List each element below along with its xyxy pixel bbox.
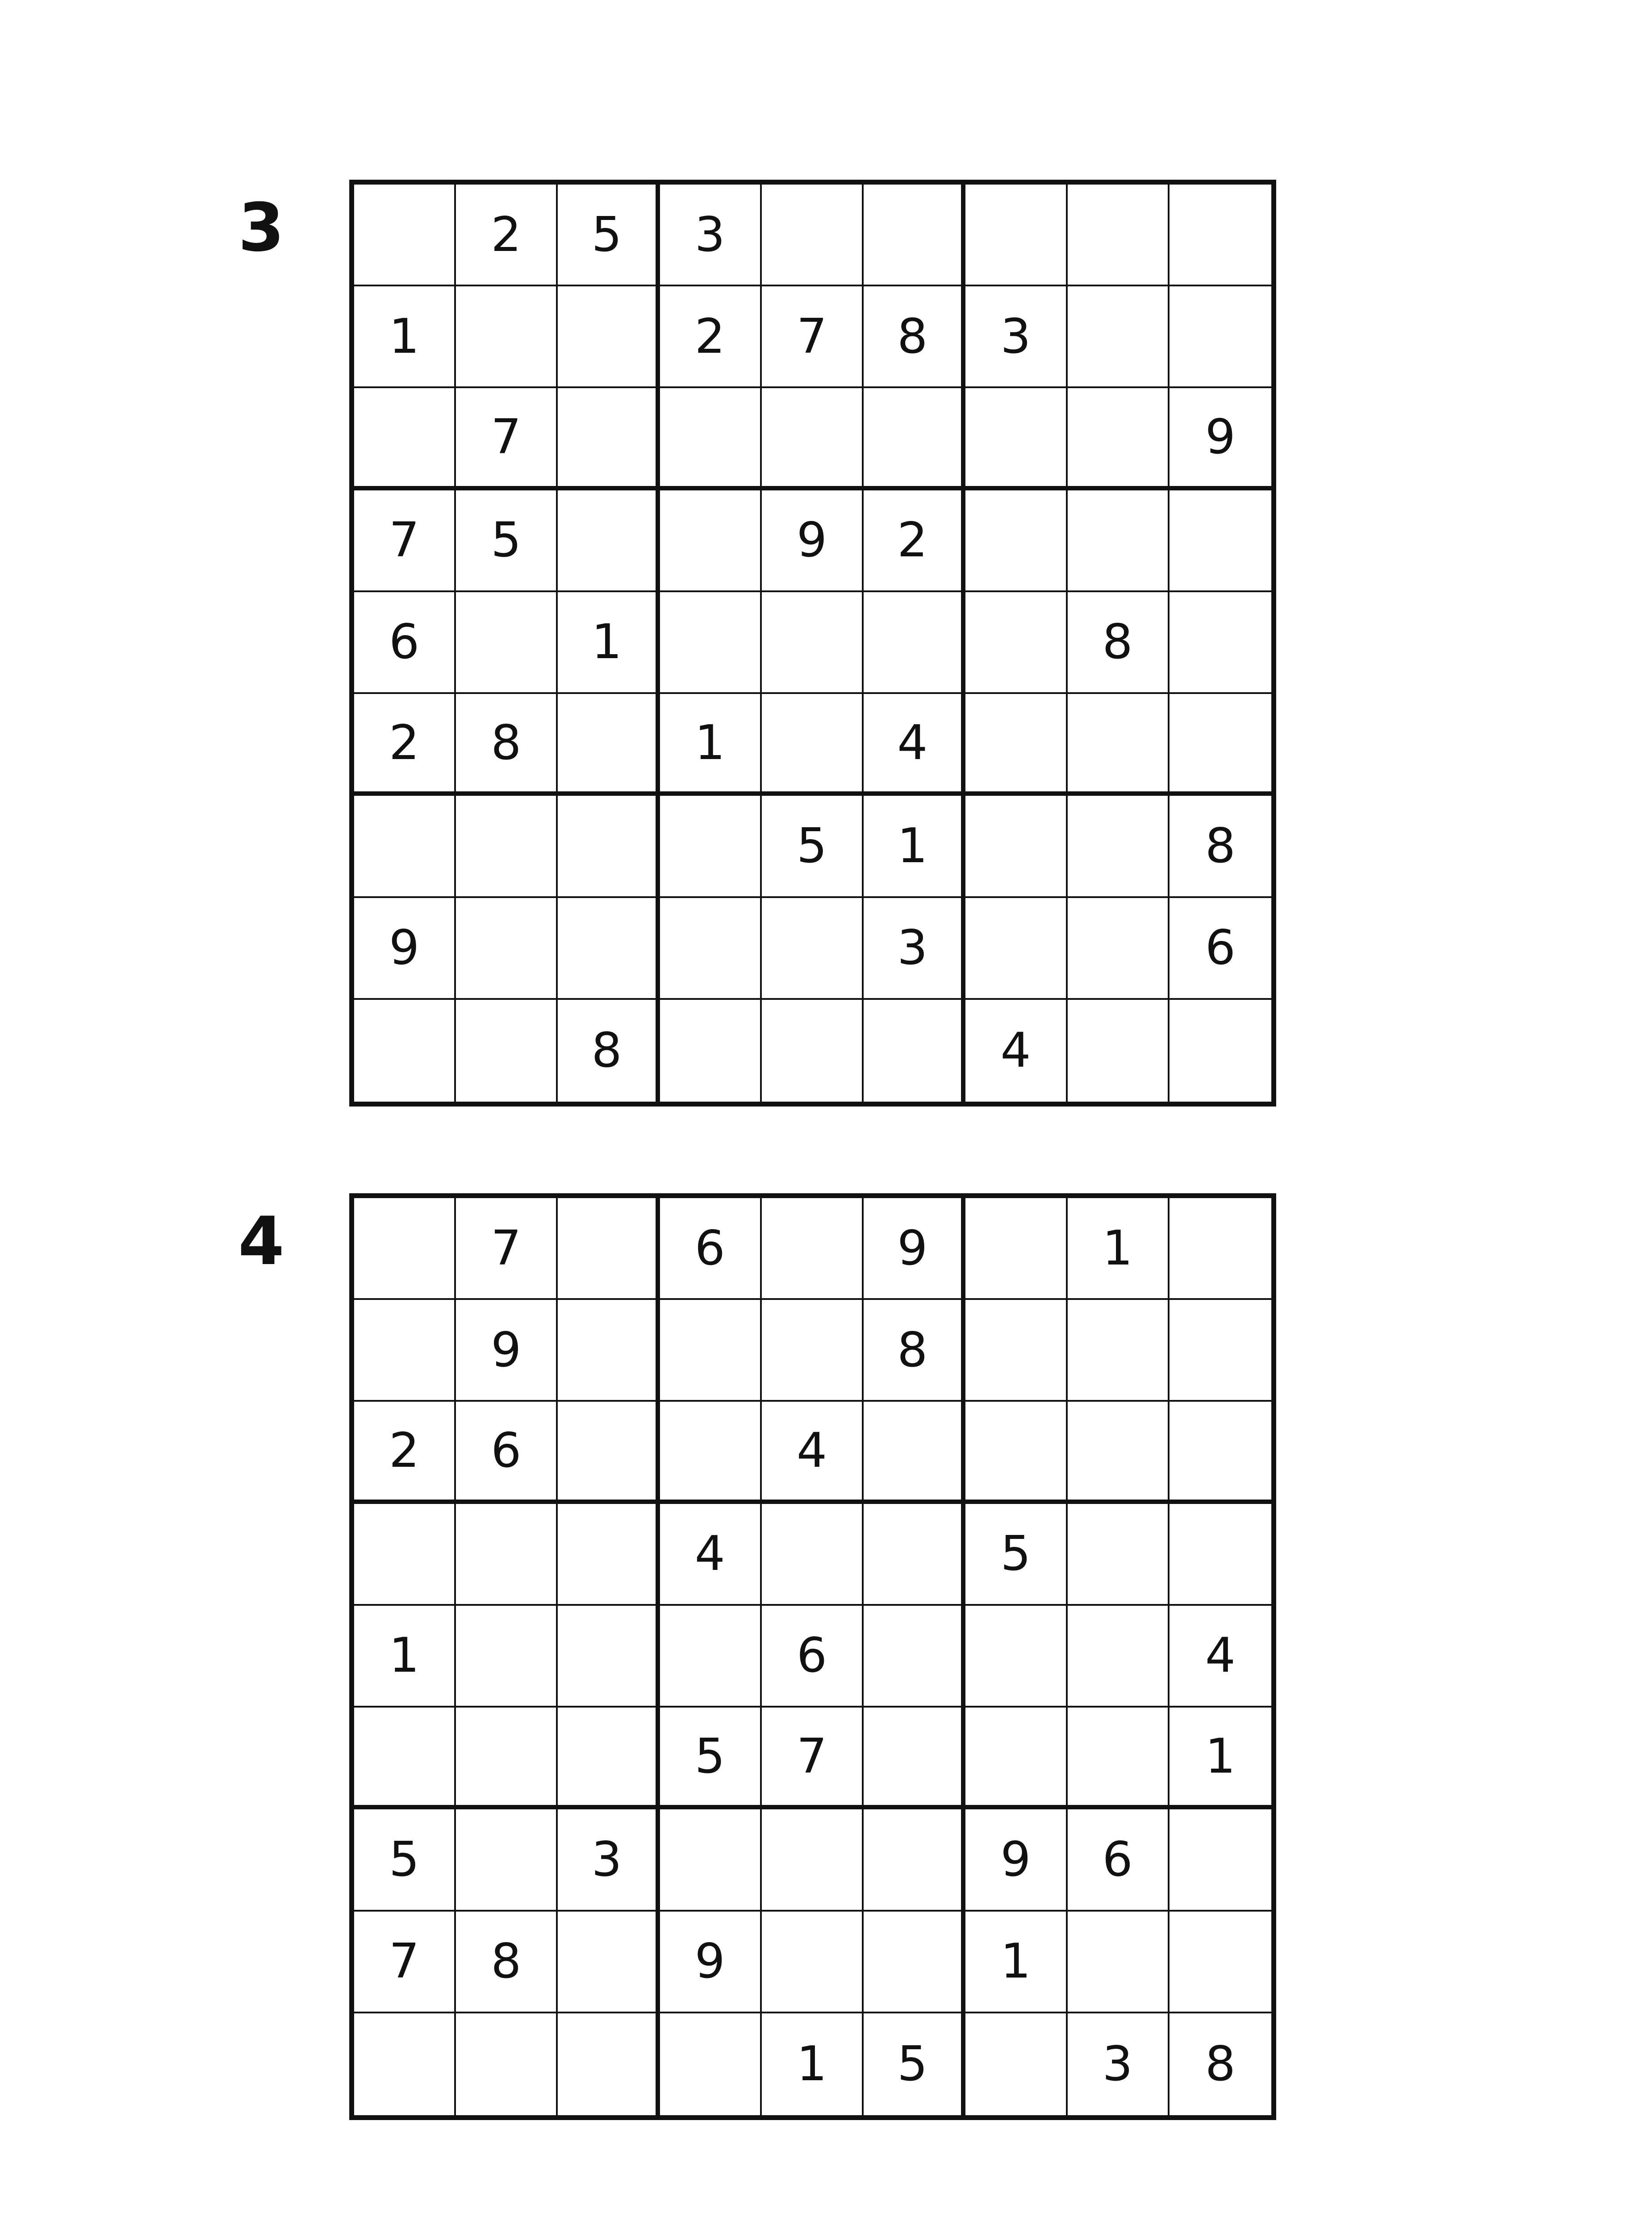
sudoku-cell[interactable] xyxy=(558,898,660,1000)
sudoku-cell[interactable]: 8 xyxy=(1170,796,1271,898)
sudoku-cell[interactable]: 1 xyxy=(660,694,762,796)
sudoku-cell[interactable]: 4 xyxy=(1170,1606,1271,1708)
sudoku-cell[interactable] xyxy=(354,1504,456,1606)
sudoku-cell[interactable] xyxy=(660,388,762,490)
sudoku-cell[interactable]: 7 xyxy=(456,1198,558,1300)
sudoku-cell[interactable] xyxy=(1068,898,1170,1000)
sudoku-cell[interactable] xyxy=(762,388,864,490)
sudoku-cell[interactable] xyxy=(965,1198,1067,1300)
sudoku-cell[interactable]: 6 xyxy=(1170,898,1271,1000)
sudoku-cell[interactable] xyxy=(1068,388,1170,490)
sudoku-cell[interactable]: 1 xyxy=(864,796,965,898)
sudoku-cell[interactable]: 9 xyxy=(762,490,864,592)
sudoku-cell[interactable]: 3 xyxy=(660,185,762,286)
sudoku-cell[interactable]: 3 xyxy=(864,898,965,1000)
sudoku-cell[interactable] xyxy=(762,1809,864,1911)
sudoku-cell[interactable] xyxy=(965,796,1067,898)
sudoku-cell[interactable] xyxy=(762,592,864,694)
sudoku-cell[interactable] xyxy=(354,1198,456,1300)
sudoku-cell[interactable] xyxy=(864,592,965,694)
sudoku-cell[interactable] xyxy=(354,1300,456,1402)
sudoku-cell[interactable] xyxy=(456,1809,558,1911)
sudoku-cell[interactable]: 5 xyxy=(456,490,558,592)
sudoku-cell[interactable] xyxy=(965,694,1067,796)
sudoku-cell[interactable]: 1 xyxy=(558,592,660,694)
sudoku-cell[interactable]: 4 xyxy=(762,1402,864,1504)
puzzle-number-4: 4 xyxy=(238,1203,285,1280)
sudoku-cell[interactable] xyxy=(762,898,864,1000)
sudoku-cell[interactable] xyxy=(762,1504,864,1606)
sudoku-cell[interactable]: 9 xyxy=(1170,388,1271,490)
sudoku-cell[interactable] xyxy=(354,796,456,898)
sudoku-cell[interactable] xyxy=(762,694,864,796)
sudoku-cell[interactable] xyxy=(660,592,762,694)
sudoku-cell[interactable] xyxy=(1170,286,1271,388)
sudoku-cell[interactable]: 4 xyxy=(864,694,965,796)
sudoku-cell[interactable] xyxy=(965,1606,1067,1708)
sudoku-cell[interactable] xyxy=(1170,185,1271,286)
sudoku-cell[interactable] xyxy=(965,2013,1067,2115)
sudoku-cell[interactable]: 6 xyxy=(354,592,456,694)
sudoku-cell[interactable] xyxy=(456,898,558,1000)
sudoku-cell[interactable] xyxy=(558,2013,660,2115)
sudoku-cell[interactable] xyxy=(558,490,660,592)
sudoku-cell[interactable]: 1 xyxy=(354,1606,456,1708)
sudoku-cell[interactable] xyxy=(1068,1912,1170,2013)
sudoku-cell[interactable] xyxy=(1068,1402,1170,1504)
sudoku-cell[interactable] xyxy=(1068,286,1170,388)
sudoku-cell[interactable]: 4 xyxy=(660,1504,762,1606)
sudoku-cell[interactable]: 4 xyxy=(965,1000,1067,1102)
sudoku-cell[interactable] xyxy=(965,1402,1067,1504)
sudoku-cell[interactable] xyxy=(1170,1198,1271,1300)
sudoku-cell[interactable] xyxy=(1170,1504,1271,1606)
sudoku-cell[interactable] xyxy=(354,1708,456,1809)
sudoku-cell[interactable]: 3 xyxy=(1068,2013,1170,2115)
sudoku-cell[interactable]: 5 xyxy=(762,796,864,898)
sudoku-cell[interactable]: 2 xyxy=(354,1402,456,1504)
sudoku-cell[interactable]: 6 xyxy=(1068,1809,1170,1911)
sudoku-cell[interactable] xyxy=(864,1504,965,1606)
sudoku-cell[interactable]: 9 xyxy=(965,1809,1067,1911)
sudoku-cell[interactable] xyxy=(558,1504,660,1606)
sudoku-cell[interactable]: 9 xyxy=(660,1912,762,2013)
sudoku-cell[interactable]: 1 xyxy=(762,2013,864,2115)
sudoku-cell[interactable] xyxy=(1170,1912,1271,2013)
sudoku-cell[interactable]: 7 xyxy=(762,286,864,388)
sudoku-cell[interactable]: 2 xyxy=(660,286,762,388)
sudoku-cell[interactable]: 5 xyxy=(864,2013,965,2115)
puzzle-number-3: 3 xyxy=(238,189,285,266)
sudoku-cell[interactable]: 3 xyxy=(558,1809,660,1911)
sudoku-cell[interactable] xyxy=(762,1912,864,2013)
sudoku-cell[interactable] xyxy=(864,1402,965,1504)
sudoku-cell[interactable] xyxy=(354,1000,456,1102)
sudoku-cell[interactable] xyxy=(660,2013,762,2115)
sudoku-cell[interactable] xyxy=(762,1198,864,1300)
sudoku-cell[interactable] xyxy=(1170,694,1271,796)
sudoku-cell[interactable]: 9 xyxy=(456,1300,558,1402)
sudoku-cell[interactable] xyxy=(1068,1300,1170,1402)
sudoku-cell[interactable]: 9 xyxy=(354,898,456,1000)
sudoku-cell[interactable] xyxy=(660,898,762,1000)
sudoku-cell[interactable] xyxy=(965,592,1067,694)
sudoku-cell[interactable] xyxy=(965,388,1067,490)
sudoku-cell[interactable] xyxy=(965,1708,1067,1809)
sudoku-cell[interactable]: 5 xyxy=(558,185,660,286)
sudoku-cell[interactable] xyxy=(558,796,660,898)
sudoku-cell[interactable] xyxy=(660,1300,762,1402)
sudoku-cell[interactable] xyxy=(354,388,456,490)
sudoku-cell[interactable] xyxy=(456,796,558,898)
sudoku-cell[interactable] xyxy=(1068,796,1170,898)
sudoku-cell[interactable] xyxy=(558,1198,660,1300)
sudoku-cell[interactable] xyxy=(965,490,1067,592)
sudoku-cell[interactable] xyxy=(660,1000,762,1102)
sudoku-cell[interactable]: 2 xyxy=(864,490,965,592)
sudoku-cell[interactable] xyxy=(1068,1606,1170,1708)
sudoku-cell[interactable]: 1 xyxy=(1068,1198,1170,1300)
sudoku-cell[interactable]: 2 xyxy=(456,185,558,286)
sudoku-cell[interactable] xyxy=(762,1300,864,1402)
sudoku-cell[interactable] xyxy=(660,1809,762,1911)
sudoku-cell[interactable]: 6 xyxy=(456,1402,558,1504)
sudoku-cell[interactable] xyxy=(558,694,660,796)
sudoku-cell[interactable]: 1 xyxy=(1170,1708,1271,1809)
sudoku-cell[interactable] xyxy=(558,388,660,490)
sudoku-cell[interactable] xyxy=(456,1708,558,1809)
sudoku-cell[interactable]: 3 xyxy=(965,286,1067,388)
sudoku-cell[interactable]: 6 xyxy=(762,1606,864,1708)
sudoku-cell[interactable]: 8 xyxy=(1205,2036,1236,2092)
sudoku-cell[interactable] xyxy=(456,1606,558,1708)
sudoku-cell[interactable]: 7 xyxy=(456,388,558,490)
sudoku-cell[interactable] xyxy=(660,1402,762,1504)
sudoku-cell[interactable] xyxy=(558,1606,660,1708)
sudoku-cell[interactable] xyxy=(965,1300,1067,1402)
sudoku-cell[interactable]: 8 xyxy=(1068,592,1170,694)
sudoku-cell[interactable] xyxy=(864,185,965,286)
sudoku-cell[interactable] xyxy=(1170,1300,1271,1402)
sudoku-grid-4 xyxy=(349,1193,1276,2120)
sudoku-cell[interactable] xyxy=(864,1606,965,1708)
sudoku-cell[interactable] xyxy=(1068,490,1170,592)
sudoku-cell[interactable] xyxy=(660,490,762,592)
sudoku-cell[interactable] xyxy=(660,1606,762,1708)
sudoku-cell[interactable] xyxy=(558,1402,660,1504)
sudoku-cell[interactable] xyxy=(456,592,558,694)
sudoku-cell[interactable] xyxy=(1170,1000,1271,1102)
sudoku-cell[interactable]: 6 xyxy=(660,1198,762,1300)
sudoku-grid-3 xyxy=(349,180,1276,1106)
sudoku-cell[interactable] xyxy=(762,185,864,286)
sudoku-cell[interactable] xyxy=(1068,1708,1170,1809)
sudoku-cell[interactable] xyxy=(864,388,965,490)
sudoku-cell[interactable] xyxy=(1170,490,1271,592)
sudoku-cell[interactable]: 7 xyxy=(762,1708,864,1809)
sudoku-cell[interactable]: 1 xyxy=(965,1912,1067,2013)
sudoku-cell[interactable]: 5 xyxy=(660,1708,762,1809)
sudoku-cell[interactable] xyxy=(864,1912,965,2013)
sudoku-cell[interactable] xyxy=(1170,1402,1271,1504)
sudoku-cell[interactable] xyxy=(558,286,660,388)
sudoku-cell[interactable]: 7 xyxy=(354,1912,456,2013)
sudoku-cell[interactable] xyxy=(558,1300,660,1402)
sudoku-cell[interactable] xyxy=(1170,1809,1271,1911)
sudoku-cell[interactable] xyxy=(1068,1504,1170,1606)
sudoku-cell[interactable] xyxy=(1068,1000,1170,1102)
sudoku-cell[interactable] xyxy=(1068,694,1170,796)
sudoku-cell[interactable]: 8 xyxy=(864,286,965,388)
sudoku-cell[interactable]: 8 xyxy=(558,1000,660,1102)
sudoku-cell[interactable]: 5 xyxy=(354,1809,456,1911)
sudoku-cell[interactable]: 5 xyxy=(965,1504,1067,1606)
sudoku-cell[interactable]: 2 xyxy=(354,694,456,796)
sudoku-cell[interactable] xyxy=(762,1000,864,1102)
sudoku-cell[interactable]: 8 xyxy=(456,1912,558,2013)
sudoku-cell[interactable]: 8 xyxy=(864,1300,965,1402)
sudoku-cell[interactable]: 8 xyxy=(456,694,558,796)
sudoku-cell[interactable] xyxy=(965,185,1067,286)
sudoku-cell[interactable] xyxy=(558,1708,660,1809)
sudoku-cell[interactable] xyxy=(864,1708,965,1809)
sudoku-cell[interactable] xyxy=(354,2013,456,2115)
sudoku-cell[interactable] xyxy=(1170,592,1271,694)
sudoku-cell[interactable] xyxy=(864,1809,965,1911)
sudoku-cell[interactable] xyxy=(965,898,1067,1000)
sudoku-cell[interactable] xyxy=(456,1000,558,1102)
sudoku-cell[interactable] xyxy=(354,185,456,286)
sudoku-cell[interactable] xyxy=(456,2013,558,2115)
sudoku-cell[interactable]: 1 xyxy=(354,286,456,388)
sudoku-cell[interactable] xyxy=(456,286,558,388)
sudoku-cell[interactable] xyxy=(660,796,762,898)
sudoku-cell[interactable] xyxy=(864,1000,965,1102)
sudoku-cell[interactable] xyxy=(558,1912,660,2013)
sudoku-cell[interactable] xyxy=(1068,185,1170,286)
sudoku-cell[interactable]: 9 xyxy=(864,1198,965,1300)
sudoku-cell[interactable] xyxy=(456,1504,558,1606)
sudoku-cell[interactable]: 7 xyxy=(354,490,456,592)
